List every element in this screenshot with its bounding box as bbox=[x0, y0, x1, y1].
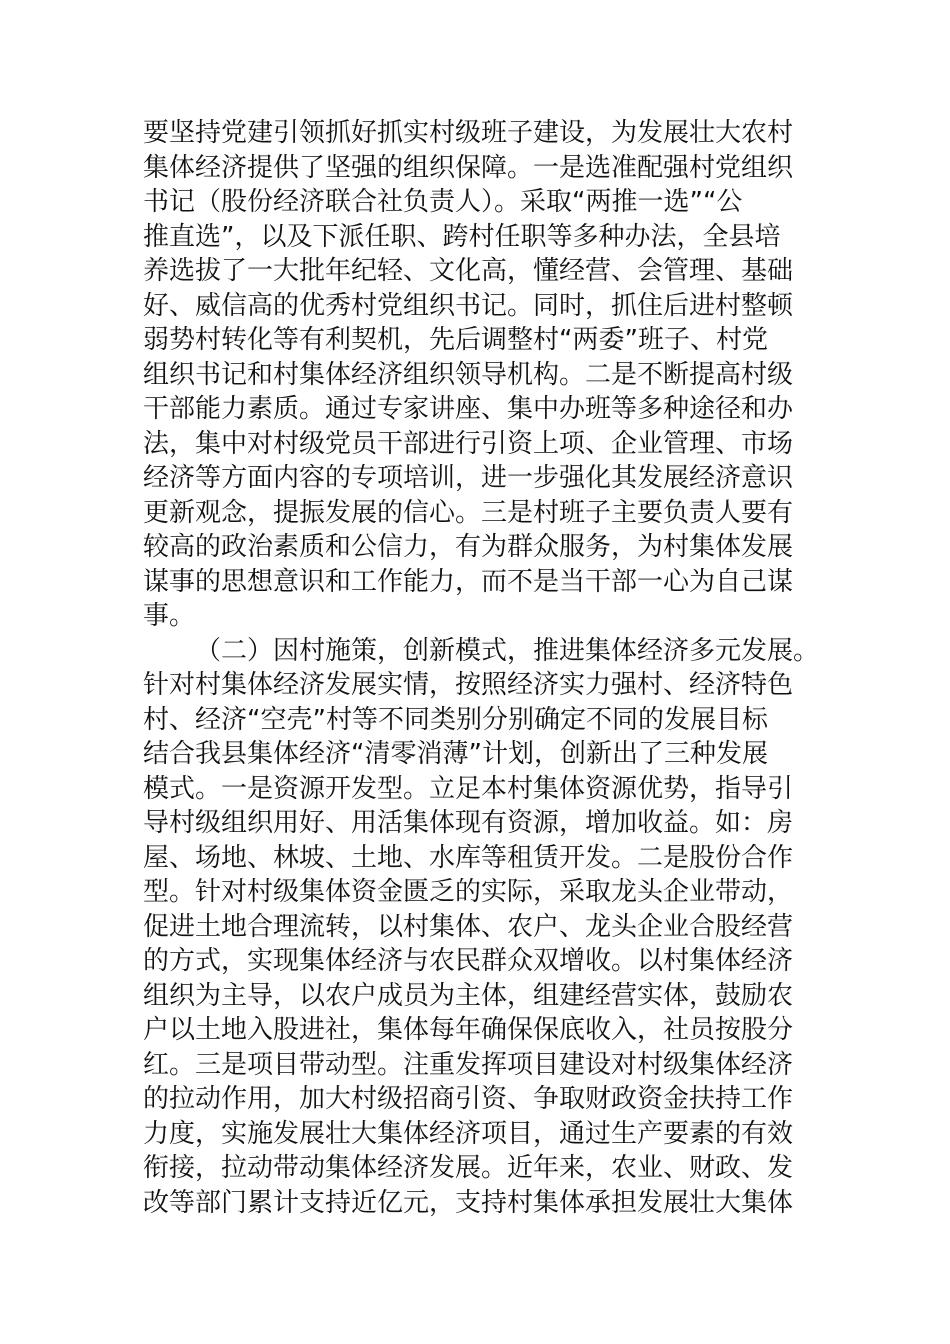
text-line: 屋、场地、林坡、土地、水库等租赁开发。二是股份合作 bbox=[143, 842, 794, 873]
text-line: 型。针对村级集体资金匮乏的实际，采取龙头企业带动， bbox=[143, 877, 794, 907]
text-line: 组织为主导，以农户成员为主体，组建经营实体，鼓励农 bbox=[143, 980, 794, 1011]
section-heading: （二）因村施策，创新模式，推进集体经济多元发展。 bbox=[195, 635, 820, 666]
text-line: 模式。一是资源开发型。立足本村集体资源优势，指导引 bbox=[143, 773, 794, 804]
text-line: 衔接，拉动带动集体经济发展。近年来，农业、财政、发 bbox=[143, 1153, 794, 1183]
text-line: 要坚持党建引领抓好抓实村级班子建设，为发展壮大农村 bbox=[143, 118, 794, 148]
body-text bbox=[143, 116, 843, 1220]
text-line: 较高的政治素质和公信力，有为群众服务，为村集体发展 bbox=[143, 532, 794, 562]
text-line: 集体经济提供了坚强的组织保障。一是选准配强村党组织 bbox=[143, 152, 794, 183]
text-line: 弱势村转化等有利契机，先后调整村“两委”班子、村党 bbox=[143, 325, 768, 355]
text-line: 促进土地合理流转，以村集体、农户、龙头企业合股经营 bbox=[143, 911, 794, 942]
text-line: 红。三是项目带动型。注重发挥项目建设对村级集体经济 bbox=[143, 1049, 794, 1080]
text-line: 改等部门累计支持近亿元，支持村集体承担发展壮大集体 bbox=[143, 1187, 794, 1218]
text-line: 的拉动作用，加大村级招商引资、争取财政资金扶持工作 bbox=[143, 1084, 794, 1114]
text-line: 经济等方面内容的专项培训，进一步强化其发展经济意识 bbox=[143, 463, 794, 493]
text-line: 力度，实施发展壮大集体经济项目，通过生产要素的有效 bbox=[143, 1118, 794, 1149]
text-line: 组织书记和村集体经济组织领导机构。二是不断提高村级 bbox=[143, 359, 794, 390]
text-line: 针对村集体经济发展实情，按照经济实力强村、经济特色 bbox=[143, 670, 794, 700]
text-line: 的方式，实现集体经济与农民群众双增收。以村集体经济 bbox=[143, 946, 794, 976]
text-line: 村、经济“空壳”村等不同类别分别确定不同的发展目标 bbox=[143, 704, 768, 735]
text-line: 户以土地入股进社，集体每年确保保底收入，社员按股分 bbox=[143, 1015, 794, 1045]
text-line: 书记（股份经济联合社负责人）。采取“两推一选”“公 bbox=[143, 187, 743, 217]
text-line: 好、威信高的优秀村党组织书记。同时，抓住后进村整顿 bbox=[143, 290, 794, 321]
text-line: 谋事的思想意识和工作能力，而不是当干部一心为自己谋 bbox=[143, 566, 794, 597]
text-line: 结合我县集体经济“清零消薄”计划，创新出了三种发展 bbox=[143, 739, 768, 769]
text-line: 事。 bbox=[143, 601, 196, 631]
text-line: 推直选”，以及下派任职、跨村任职等多种办法，全县培 bbox=[143, 221, 781, 252]
text-line: 养选拔了一大批年纪轻、文化高，懂经营、会管理、基础 bbox=[143, 256, 794, 286]
text-line: 导村级组织用好、用活集体现有资源，增加收益。如：房 bbox=[143, 808, 794, 838]
text-line: 更新观念，提振发展的信心。三是村班子主要负责人要有 bbox=[143, 497, 794, 528]
text-line: 干部能力素质。通过专家讲座、集中办班等多种途径和办 bbox=[143, 394, 794, 424]
text-line: 法，集中对村级党员干部进行引资上项、企业管理、市场 bbox=[143, 428, 794, 459]
